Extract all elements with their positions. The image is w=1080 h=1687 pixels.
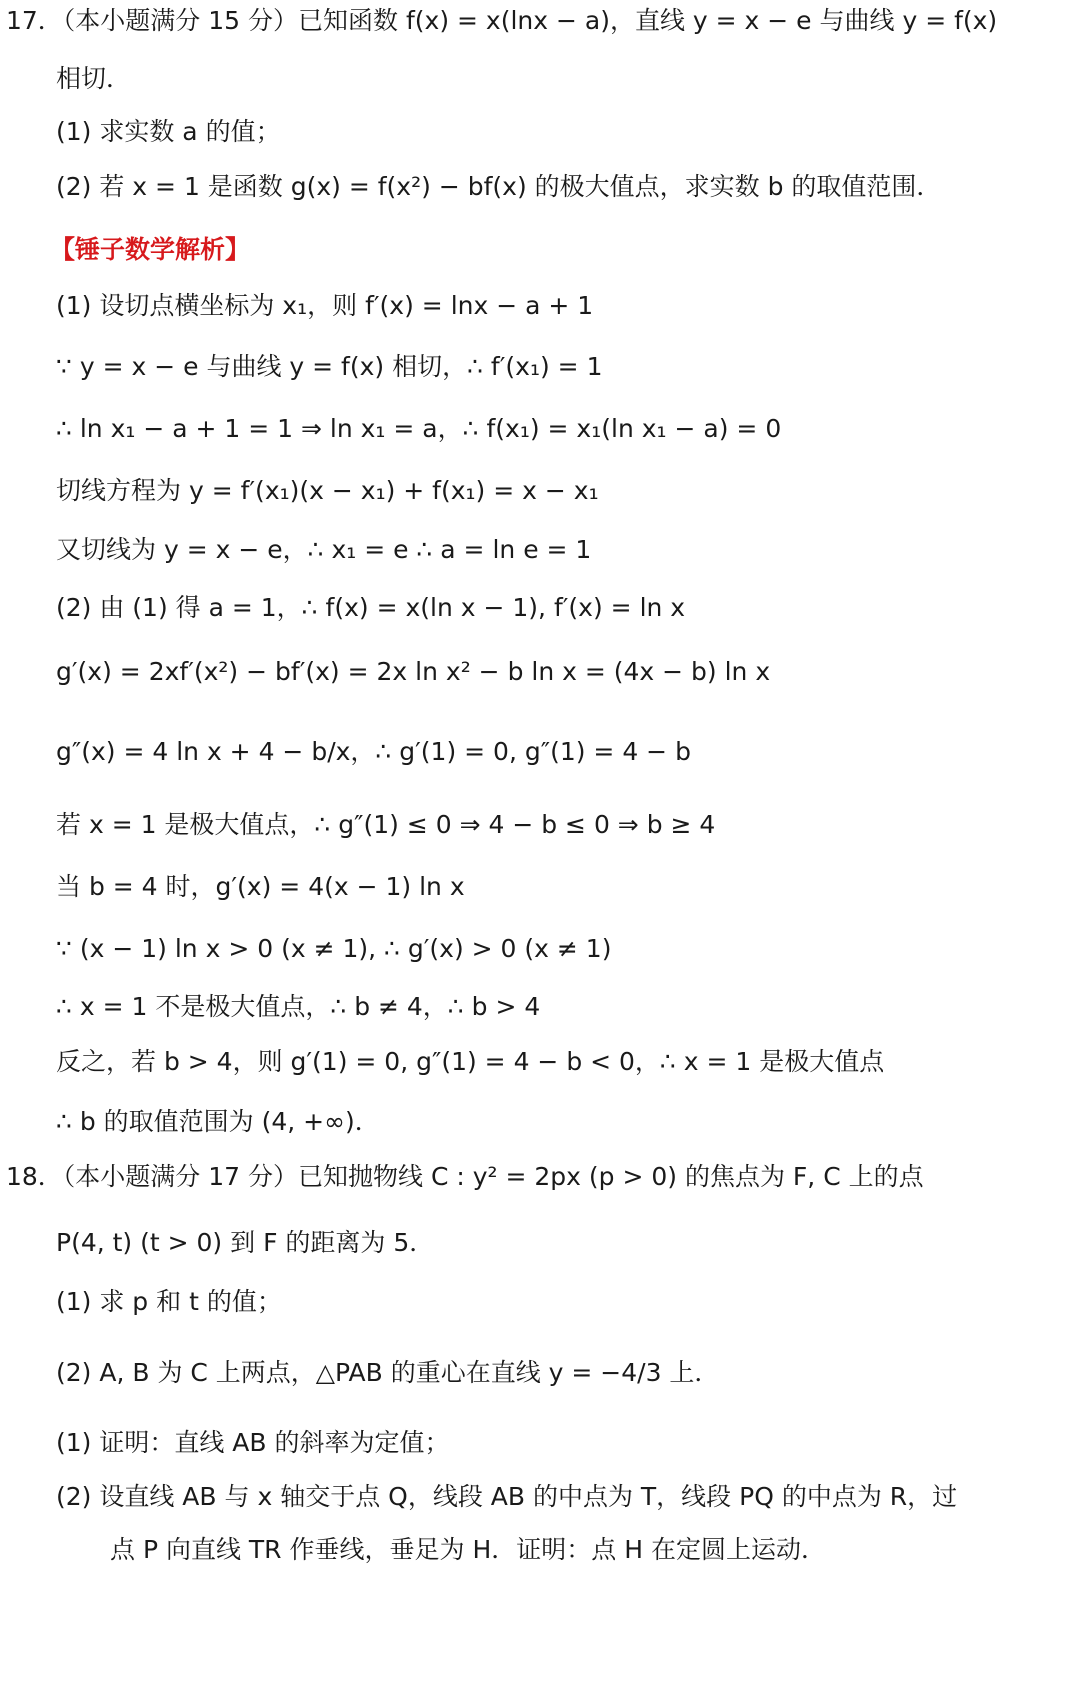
solution-line-10: 当 b = 4 时，g′(x) = 4(x − 1) ln x: [56, 872, 465, 901]
problem-17-part-1: (1) 求实数 a 的值；: [56, 117, 281, 146]
solution-line-11: ∵ (x − 1) ln x > 0 (x ≠ 1), ∴ g′(x) > 0 (x ≠ 1): [56, 934, 612, 963]
problem-17-stem-line-2: 相切．: [56, 64, 132, 93]
solution-line-4: 切线方程为 y = f′(x₁)(x − x₁) + f(x₁) = x − x₁: [56, 476, 599, 505]
solution-line-6: (2) 由 (1) 得 a = 1，∴ f(x) = x(ln x − 1), f′(x) = ln x: [56, 593, 686, 622]
solution-line-1: (1) 设切点横坐标为 x₁，则 f′(x) = lnx − a + 1: [56, 291, 594, 320]
solution-line-3: ∴ ln x₁ − a + 1 = 1 ⇒ ln x₁ = a，∴ f(x₁) = x₁(ln x₁ − a) = 0: [56, 414, 782, 443]
problem-18-stem-line-2: P(4, t) (t > 0) 到 F 的距离为 5．: [56, 1228, 435, 1257]
solution-line-5: 又切线为 y = x − e，∴ x₁ = e ∴ a = ln e = 1: [56, 535, 592, 564]
solution-line-14: ∴ b 的取值范围为 (4, +∞)．: [56, 1107, 380, 1136]
problem-18-part-2-sub-2-cont: 点 P 向直线 TR 作垂线，垂足为 H．证明：点 H 在定圆上运动．: [110, 1535, 826, 1564]
solution-line-12: ∴ x = 1 不是极大值点，∴ b ≠ 4，∴ b > 4: [56, 992, 541, 1021]
problem-18-part-1: (1) 求 p 和 t 的值；: [56, 1287, 282, 1316]
solution-heading: 【锤子数学解析】: [50, 235, 251, 264]
solution-line-13: 反之，若 b > 4，则 g′(1) = 0, g″(1) = 4 − b < 0，∴ x = 1 是极大值点: [56, 1047, 885, 1076]
solution-line-8: g″(x) = 4 ln x + 4 − b/x，∴ g′(1) = 0, g″(1) = 4 − b: [56, 737, 691, 766]
problem-18-stem-line-1: 18．（本小题满分 17 分）已知抛物线 C : y² = 2px (p > 0) 的焦点为 F, C 上的点: [6, 1162, 924, 1191]
solution-line-9: 若 x = 1 是极大值点，∴ g″(1) ≤ 0 ⇒ 4 − b ≤ 0 ⇒ b ≥ 4: [56, 810, 716, 839]
solution-line-7: g′(x) = 2xf′(x²) − bf′(x) = 2x ln x² − b ln x = (4x − b) ln x: [56, 657, 771, 686]
solution-line-2: ∵ y = x − e 与曲线 y = f(x) 相切，∴ f′(x₁) = 1: [56, 352, 603, 381]
problem-17-stem-line-1: 17．（本小题满分 15 分）已知函数 f(x) = x(lnx − a)，直线 y = x − e 与曲线 y = f(x): [6, 6, 998, 35]
problem-18-part-2: (2) A, B 为 C 上两点，△PAB 的重心在直线 y = −4/3 上．: [56, 1358, 720, 1387]
problem-18-part-2-sub-2: (2) 设直线 AB 与 x 轴交于点 Q，线段 AB 的中点为 T，线段 PQ 的中点为 R，过: [56, 1482, 958, 1511]
problem-18-part-2-sub-1: (1) 证明：直线 AB 的斜率为定值；: [56, 1428, 450, 1457]
problem-17-part-2: (2) 若 x = 1 是函数 g(x) = f(x²) − bf(x) 的极大值点，求实数 b 的取值范围．: [56, 172, 942, 201]
